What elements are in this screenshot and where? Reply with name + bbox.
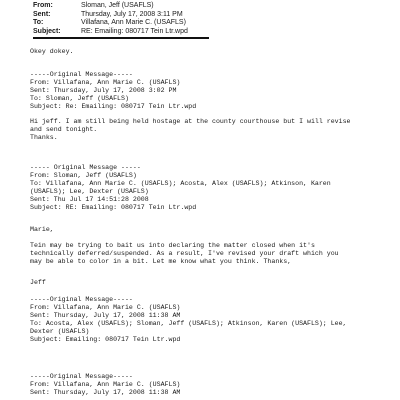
header-subject-row [33, 28, 188, 37]
body-line: Tein may be trying to bait us into declaring the matter closed when it's [30, 242, 315, 249]
body-line: Sent: Thursday, July 17, 2008 11:38 AM [30, 312, 181, 319]
header-sent-label: Sent: [33, 10, 51, 18]
body-line: and send tonight. [30, 126, 98, 133]
body-line: Subject: Re: Emailing: 080717 Tein Ltr.wpd [30, 103, 197, 110]
header-sent-value: Thursday, July 17, 2008 3:11 PM [81, 10, 183, 18]
body-line: Thanks. [30, 134, 58, 141]
body-line: To: Sloman, Jeff (USAFLS) [30, 95, 129, 102]
header-to-value: Villafana, Ann Marie C. (USAFLS) [81, 19, 186, 27]
body-line: -----Original Message----- [30, 296, 133, 303]
body-line: From: Sloman, Jeff (USAFLS) [30, 172, 137, 179]
body-line: (USAFLS); Lee, Dexter (USAFLS) [30, 188, 149, 195]
body-line: Subject: Emailing: 080717 Tein Ltr.wpd [30, 336, 181, 343]
header-from-label: From: [33, 2, 53, 9]
body-line: Hi jeff. I am still being held hostage at the county courthouse but I will revise [30, 118, 351, 125]
header-from-value: Sloman, Jeff (USAFLS) [81, 2, 154, 9]
body-line: Sent: Thursday, July 17, 2008 3:02 PM [30, 87, 177, 94]
body-line: technically deferred/suspended. As a result, I've revised your draft which you [30, 250, 339, 257]
body-line: -----Original Message----- [30, 373, 133, 380]
body-line: To: Villafana, Ann Marie C. (USAFLS); Acosta, Alex (USAFLS); Atkinson, Karen [30, 180, 331, 187]
email-header [33, 2, 188, 36]
body-line: From: Villafana, Ann Marie C. (USAFLS) [30, 79, 181, 86]
body-line: Marie, [30, 226, 54, 233]
body-line: From: Villafana, Ann Marie C. (USAFLS) [30, 304, 181, 311]
body-line: -----Original Message----- [30, 71, 133, 78]
body-line: From: Villafana, Ann Marie C. (USAFLS) [30, 381, 181, 388]
body-line: Jeff [30, 279, 46, 286]
header-subject-label: Subject: [33, 27, 61, 35]
header-to-row [33, 19, 188, 28]
body-line: Sent: Thu Jul 17 14:51:28 2008 [30, 196, 149, 203]
body-line: Dexter (USAFLS) [30, 328, 90, 335]
header-divider [33, 37, 209, 39]
body-line: Sent: Thursday, July 17, 2008 11:38 AM [30, 389, 181, 396]
body-line: To: Acosta, Alex (USAFLS); Sloman, Jeff (USAFLS); Atkinson, Karen (USAFLS); Lee, [30, 320, 347, 327]
body-line: ----- Original Message ----- [30, 164, 141, 171]
header-sent-row [33, 11, 188, 20]
body-line: Okey dokey. [30, 48, 74, 55]
body-line: Subject: RE: Emailing: 080717 Tein Ltr.wpd [30, 204, 197, 211]
header-to-label: To: [33, 19, 44, 27]
header-subject-value: RE: Emailing: 080717 Tein Ltr.wpd [81, 27, 188, 35]
header-from-row [33, 2, 188, 11]
body-line: may be able to color in a bit. Let me know what you think. Thanks, [30, 258, 292, 265]
